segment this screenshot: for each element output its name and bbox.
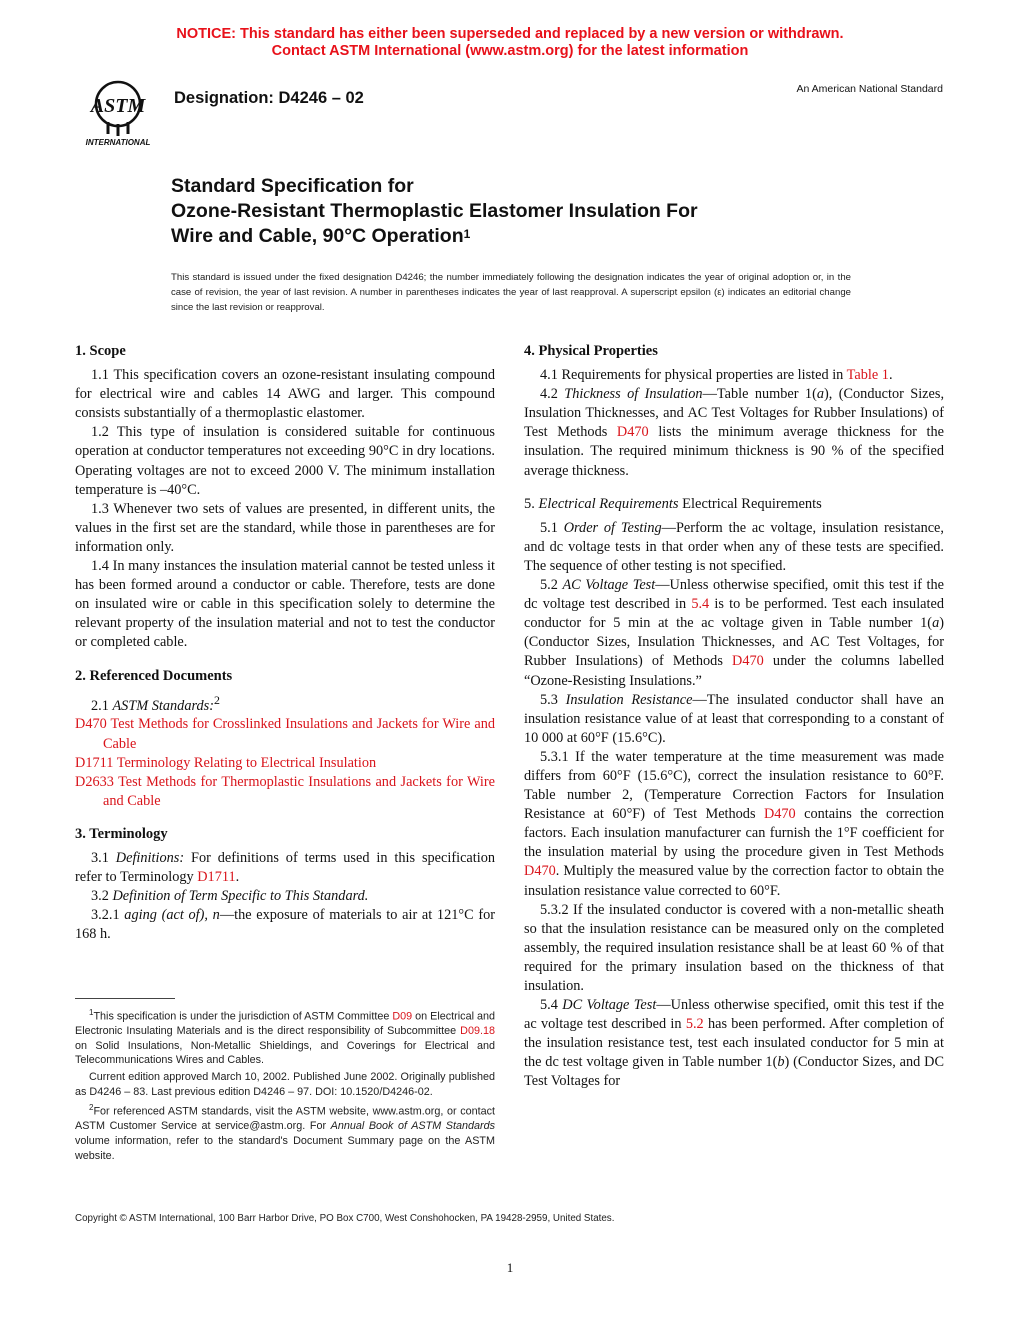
footnote-1-edition: Current edition approved March 10, 2002. Published June 2002. Originally published as D4246 – 83. Last previous edition D4246 – 97. DOI: 10.1520/D4246-02. [75,1070,495,1098]
para-5-3-2: 5.3.2 If the insulated conductor is covered with a non-metallic sheath so that the insulation resistance can be measured only on the completed assembly, the required insulation resistance shall be at least 60 % of that required for the primary insulation based on the thickness of that insulation. [524,901,944,994]
issuance-note: This standard is issued under the fixed designation D4246; the number immediately following the designation indicates the year of original adoption or, in the case of revision, the year of last revision. A number in parentheses indicates the year of last reapproval. A superscript epsilon (ε) indicates an editorial change since the last revision or reapproval. [171,272,851,313]
para-1-3: 1.3 Whenever two sets of values are presented, in different units, the values in the first set are the standard, while those in parentheses are for information only. [75,500,495,555]
page-number: 1 [506,1260,514,1275]
footnote-rule [75,998,175,999]
link-d470[interactable]: D470 [763,806,796,823]
link-d470[interactable]: D470 [616,424,649,441]
ref-d2633[interactable]: D2633 Test Methods for Thermoplastic Insulations and Jackets for Wire and Cable [75,773,495,809]
left-column [75,342,495,958]
svg-text:ASTM: ASTM [90,95,146,117]
copyright: Copyright © ASTM International, 100 Barr Harbor Drive, PO Box C700, West Conshohocken, PA 19428-2959, United States. [75,1213,615,1224]
para-4-2: 4.2 Thickness of Insulation—Table number 1(a), (Conductor Sizes, Insulation Thicknesses, and AC Test Voltages for Rubber Insulations) of Test Methods D470 lists the minimum average thickness for the insulation. The required minimum thickness is 90 % of the specified average thickness. [524,386,945,479]
document-title [171,174,871,249]
scope-heading: 1. Scope [75,343,126,359]
footnote-1: $^1$This specification is under the jurisdiction of ASTM Committee D09 on Electrical and Electronic Insulating Materials and is the direct responsibility of Subcommittee D09.18 on Solid Insulations, Non-Metallic Shieldings, and Coverings for Electrical and Telecommunications Wires and Cables. [75,1008,495,1067]
link-d1711[interactable]: D1711 [197,869,236,886]
section-terminology [75,825,495,945]
notice-line-1: NOTICE: This standard has either been superseded and replaced by a new version or withdrawn. [176,26,844,42]
para-3-2: 3.2 Definition of Term Specific to This Standard. [91,888,369,905]
para-5-2: 5.2 AC Voltage Test—Unless otherwise specified, omit this test if the dc voltage test described in 5.4 is to be performed. Test each insulated conductor for 5 min at the ac voltage given in Table number 1(a) (Conductor Sizes, Insulation Thicknesses, and AC Test Voltages, for Rubber Insulations) of Methods D470 under the columns labelled “Ozone-Resisting Insulations.” [524,577,945,689]
para-5-3: 5.3 Insulation Resistance—The insulated conductor shall have an insulation resistance value of at least that corresponding to a constant of 10 000 at 60°F (15.6°C). [524,691,944,746]
footnote-2: $^2$For referenced ASTM standards, visit the ASTM website, www.astm.org, or contact ASTM Customer Service at service@astm.org. For Annual Book of ASTM Standards volume information, refer to the standard's Document Summary page on the ASTM website. [75,1103,496,1162]
section-physical-properties [524,342,944,481]
para-5-4: 5.4 DC Voltage Test—Unless otherwise specified, omit this test if the ac voltage test described in 5.2 has been performed. After completion of the insulation resistance test, test each insulated conductor for 5 min at the dc test voltage given in Table number 1(b) (Conductor Sizes, and DC Test Voltages for [524,997,944,1090]
para-5-1: 5.1 Order of Testing—Perform the ac voltage, insulation resistance, and dc voltage tests in that order when any of these tests are specified. The sequence of other testing is not specified. [524,519,944,574]
para-1-2: 1.2 This type of insulation is considered suitable for continuous operation at conductor temperatures not exceeding 90°C in dry locations. Operating voltages are not to exceed 2000 V. The minimum installation temperature is –40°C. [75,424,495,498]
para-3-2-1: 3.2.1 aging (act of), n—the exposure of materials to air at 121°C for 168 h. [75,907,495,943]
footnotes [75,1006,495,1165]
para-4-1: 4.1 Requirements for physical properties are listed in Table 1. [540,367,893,384]
link-d470[interactable]: D470 [732,653,764,670]
link-d470[interactable]: D470 [524,863,556,880]
para-1-1: 1.1 This specification covers an ozone-resistant insulating compound for electrical wire and cables 14 AWG and larger. This compound consists substantially of a thermoplastic elastomer. [75,367,495,422]
title-footnote-mark: 1 [463,227,471,241]
notice-line-2: Contact ASTM International (www.astm.org) for the latest information [271,43,749,59]
para-1-4: 1.4 In many instances the insulation material cannot be tested unless it has been formed around a conductor or cable. Therefore, tests are done on insulated wire or cable in this specification solely to determine the relevant property of the insulation material and not to test the conductor or completed cable. [75,558,495,651]
title-line-1: Standard Specification for [171,175,414,197]
terminology-heading: 3. Terminology [75,825,168,842]
section-electrical-requirements [524,495,944,1092]
american-national-standard: An American National Standard [796,83,943,95]
link-table-1[interactable]: Table 1 [846,367,889,384]
physical-heading: 4. Physical Properties [524,343,658,359]
electrical-heading: 5. Electrical Requirements Electrical Requirements [524,495,822,512]
link-5-2[interactable]: 5.2 [685,1016,704,1033]
refdocs-heading: 2. Referenced Documents [75,667,233,684]
section-scope [75,342,495,653]
astm-logo [74,78,162,148]
notice-banner [0,26,1020,60]
link-d09-18[interactable]: D09.18 [460,1025,495,1038]
para-5-3-1: 5.3.1 If the water temperature at the time measurement was made differs from 60°F (15.6°C), correct the insulation resistance to 60°F. Table number 2, (Temperature Correction Factors for Insulation Resistance at 60°F) of Test Methods D470 contains the correction factors. Each insulation manufacturer can furnish the 1°F coefficient for the insulation material by using the procedure given in Test Methods D470. Multiply the measured value by the correction factor to obtain the insulation resistance value corrected to 60°F. [524,748,944,899]
designation: Designation: D4246 – 02 [174,89,364,107]
right-column [524,342,944,1106]
title-line-3: Wire and Cable, 90°C Operation$^1$ [171,225,471,247]
ref-d470[interactable]: D470 Test Methods for Crosslinked Insulations and Jackets for Wire and Cable [75,716,495,752]
link-5-4[interactable]: 5.4 [691,596,710,613]
para-2-1: 2.1 ASTM Standards:$^2$ [91,692,220,714]
ref-d1711[interactable]: D1711 Terminology Relating to Electrical Insulation [75,754,377,771]
section-referenced-documents [75,667,495,811]
title-line-2: Ozone-Resistant Thermoplastic Elastomer Insulation For [171,200,698,222]
logo-text: INTERNATIONAL [85,138,151,147]
link-d09[interactable]: D09 [392,1010,413,1023]
para-3-1: 3.1 Definitions: For definitions of terms used in this specification refer to Terminology D1711. [75,850,495,886]
